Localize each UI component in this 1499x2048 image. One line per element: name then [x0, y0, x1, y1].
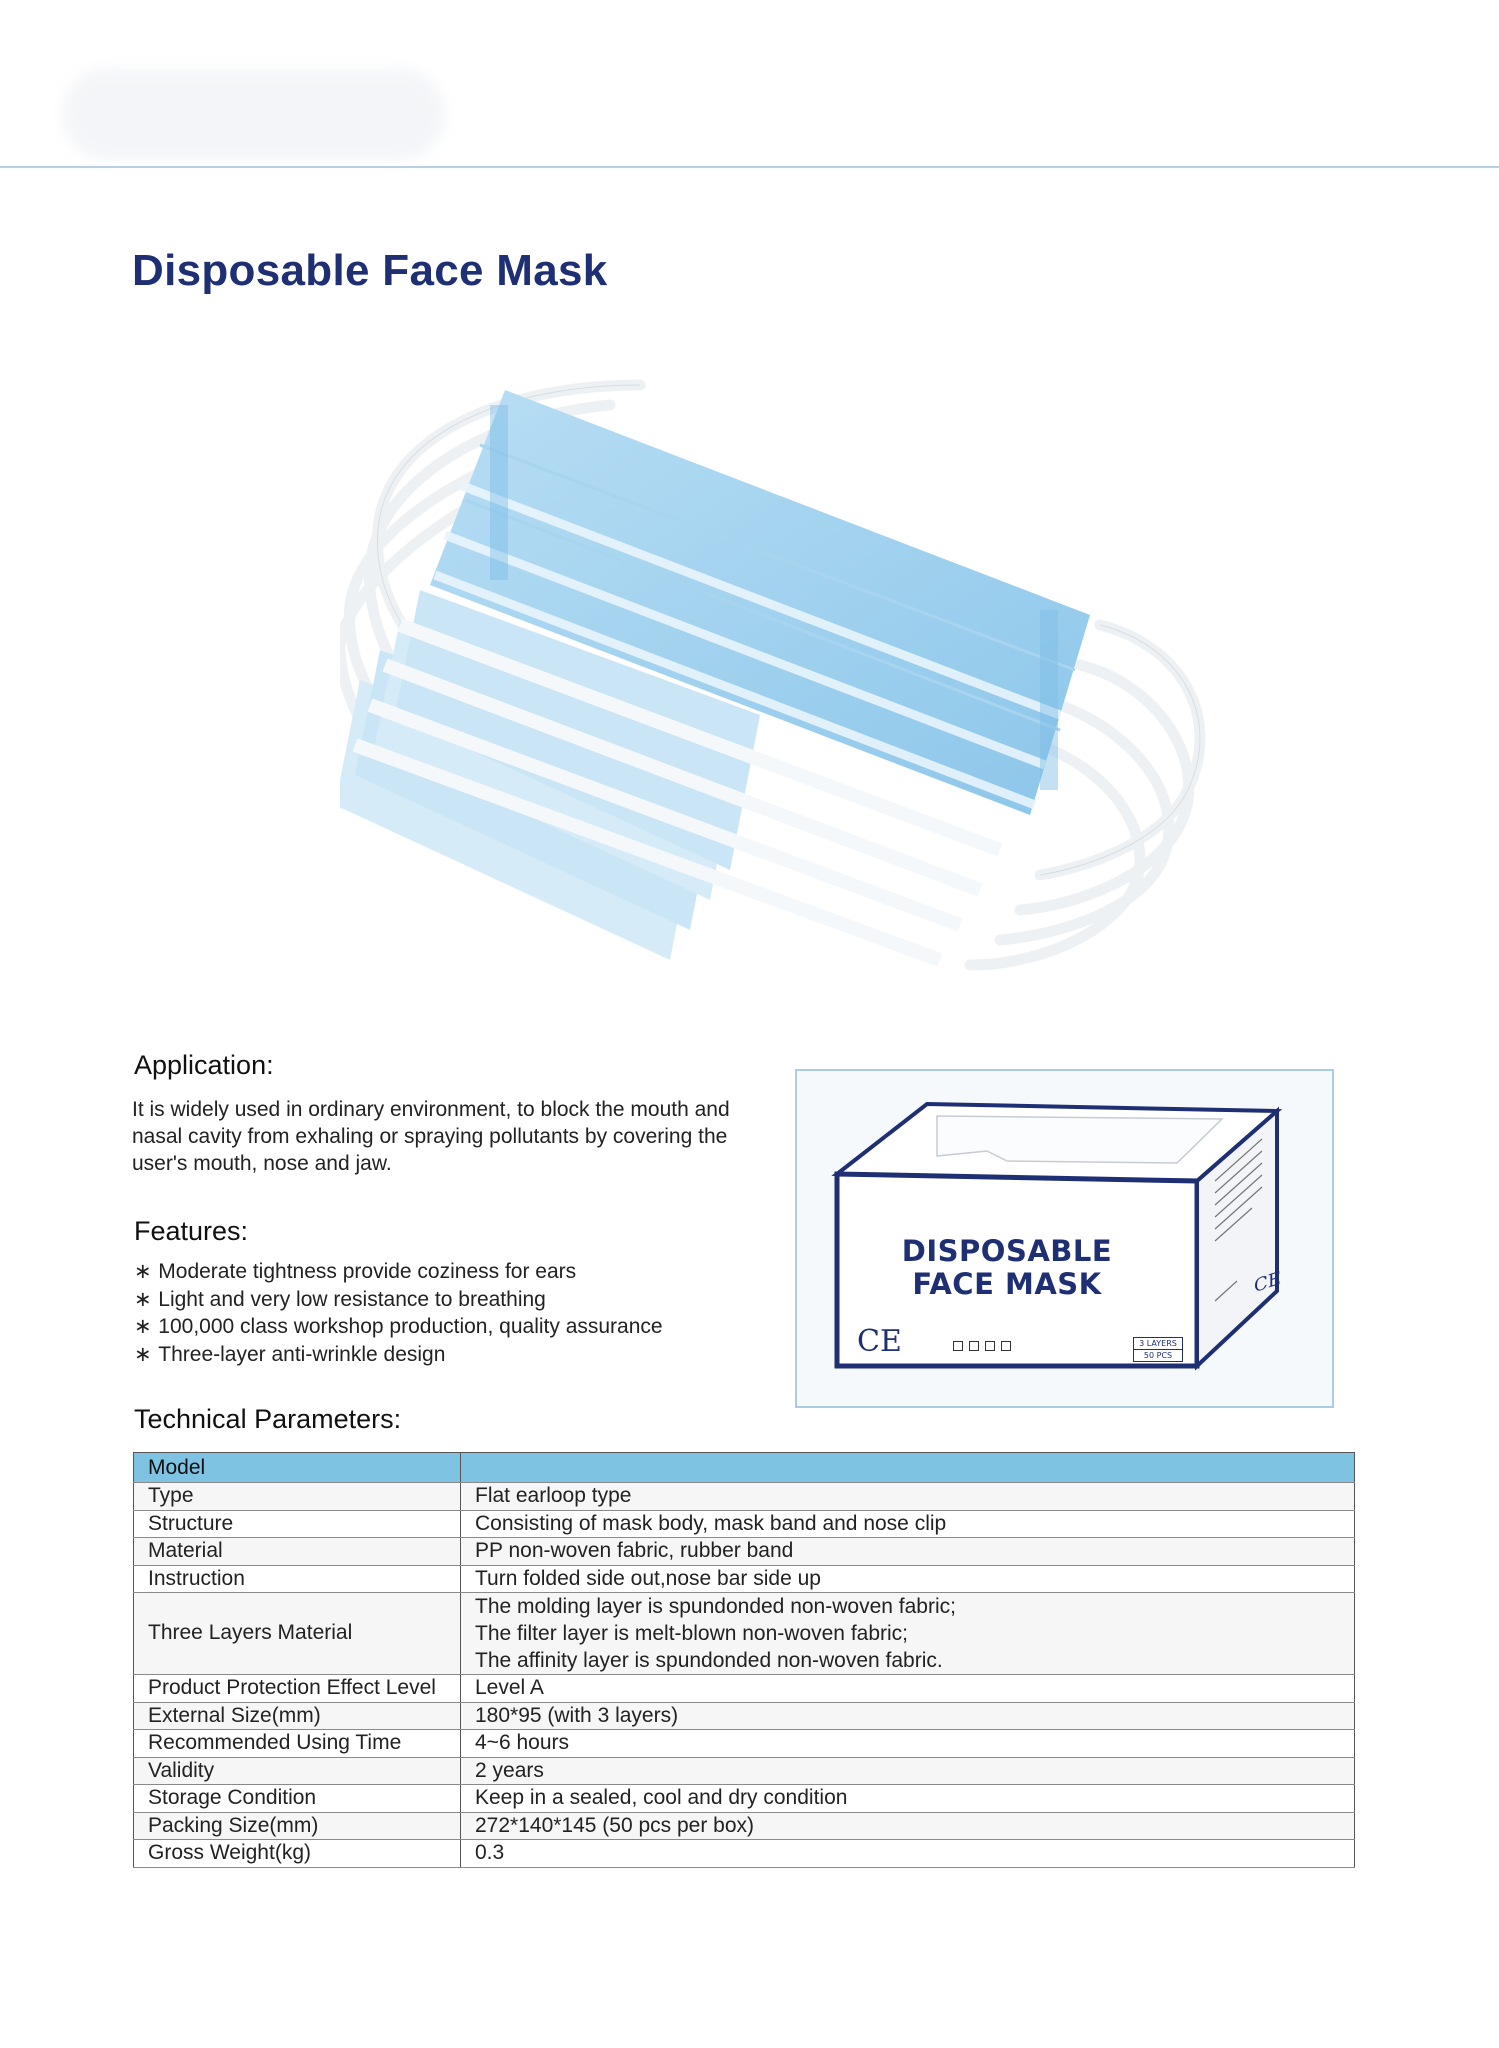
header-divider: [0, 166, 1499, 168]
param-label: Validity: [134, 1757, 461, 1785]
features-heading: Features:: [134, 1216, 249, 1246]
param-value: Flat earloop type: [461, 1483, 1355, 1511]
table-row: [134, 1702, 1355, 1730]
table-row: [134, 1565, 1355, 1593]
param-value-line: The molding layer is spundonded non-woven fabric;: [475, 1595, 956, 1618]
ce-mark-side: CE: [1254, 1267, 1281, 1298]
param-value: 4~6 hours: [461, 1730, 1355, 1758]
param-value: 272*140*145 (50 pcs per box): [461, 1812, 1355, 1840]
badge-line: 50 PCS: [1134, 1349, 1182, 1361]
param-label: Packing Size(mm): [134, 1812, 461, 1840]
technical-parameters-table: [133, 1452, 1355, 1868]
ce-mark: CE: [857, 1324, 902, 1359]
table-row: [134, 1812, 1355, 1840]
param-value: Consisting of mask body, mask band and nose clip: [461, 1510, 1355, 1538]
application-heading: Application:: [134, 1050, 274, 1080]
param-label: Instruction: [134, 1565, 461, 1593]
box-badge: [1133, 1337, 1183, 1362]
feature-item: ∗ Three-layer anti-wrinkle design: [134, 1341, 663, 1369]
param-label: Type: [134, 1483, 461, 1511]
param-label: Structure: [134, 1510, 461, 1538]
table-header-cell: Model: [134, 1453, 461, 1483]
application-text: [132, 1096, 792, 1177]
param-value: [461, 1593, 1355, 1675]
table-row: [134, 1675, 1355, 1703]
mask-box-image: [795, 1069, 1334, 1408]
table-row: [134, 1757, 1355, 1785]
param-value: Turn folded side out,nose bar side up: [461, 1565, 1355, 1593]
param-label: Product Protection Effect Level: [134, 1675, 461, 1703]
param-value-line: The filter layer is melt-blown non-woven fabric;: [475, 1622, 909, 1645]
table-header-row: [134, 1453, 1355, 1483]
box-title-line: FACE MASK: [912, 1267, 1102, 1301]
features-list: [134, 1258, 663, 1368]
param-value: Level A: [461, 1675, 1355, 1703]
box-title: [897, 1235, 1117, 1301]
param-value: 0.3: [461, 1840, 1355, 1868]
table-row: [134, 1730, 1355, 1758]
feature-item: ∗ Light and very low resistance to breathing: [134, 1286, 663, 1314]
param-label: Storage Condition: [134, 1785, 461, 1813]
param-value: 2 years: [461, 1757, 1355, 1785]
param-label: Three Layers Material: [134, 1593, 461, 1675]
application-line: It is widely used in ordinary environment, to block the mouth and: [132, 1098, 730, 1121]
param-value: Keep in a sealed, cool and dry condition: [461, 1785, 1355, 1813]
box-title-line: DISPOSABLE: [901, 1234, 1113, 1268]
table-row: [134, 1510, 1355, 1538]
technical-heading: Technical Parameters:: [134, 1404, 402, 1434]
param-value: PP non-woven fabric, rubber band: [461, 1538, 1355, 1566]
table-row: [134, 1785, 1355, 1813]
table-header-cell: [461, 1453, 1355, 1483]
face-mask-illustration: [340, 365, 1220, 985]
feature-item: ∗ Moderate tightness provide coziness for ears: [134, 1258, 663, 1286]
param-label: External Size(mm): [134, 1702, 461, 1730]
table-row: [134, 1538, 1355, 1566]
logo-placeholder: [62, 68, 446, 160]
table-row: [134, 1593, 1355, 1675]
application-line: user's mouth, nose and jaw.: [132, 1152, 392, 1175]
param-label: Gross Weight(kg): [134, 1840, 461, 1868]
application-line: nasal cavity from exhaling or spraying pollutants by covering the: [132, 1125, 728, 1148]
page-title: Disposable Face Mask: [132, 246, 608, 295]
param-value: 180*95 (with 3 layers): [461, 1702, 1355, 1730]
param-label: Material: [134, 1538, 461, 1566]
color-checkboxes: [949, 1341, 1013, 1351]
badge-line: 3 LAYERS: [1139, 1339, 1177, 1348]
feature-item: ∗ 100,000 class workshop production, quality assurance: [134, 1313, 663, 1341]
param-label: Recommended Using Time: [134, 1730, 461, 1758]
table-row: [134, 1840, 1355, 1868]
table-row: [134, 1483, 1355, 1511]
param-value-line: The affinity layer is spundonded non-woven fabric.: [475, 1649, 943, 1672]
